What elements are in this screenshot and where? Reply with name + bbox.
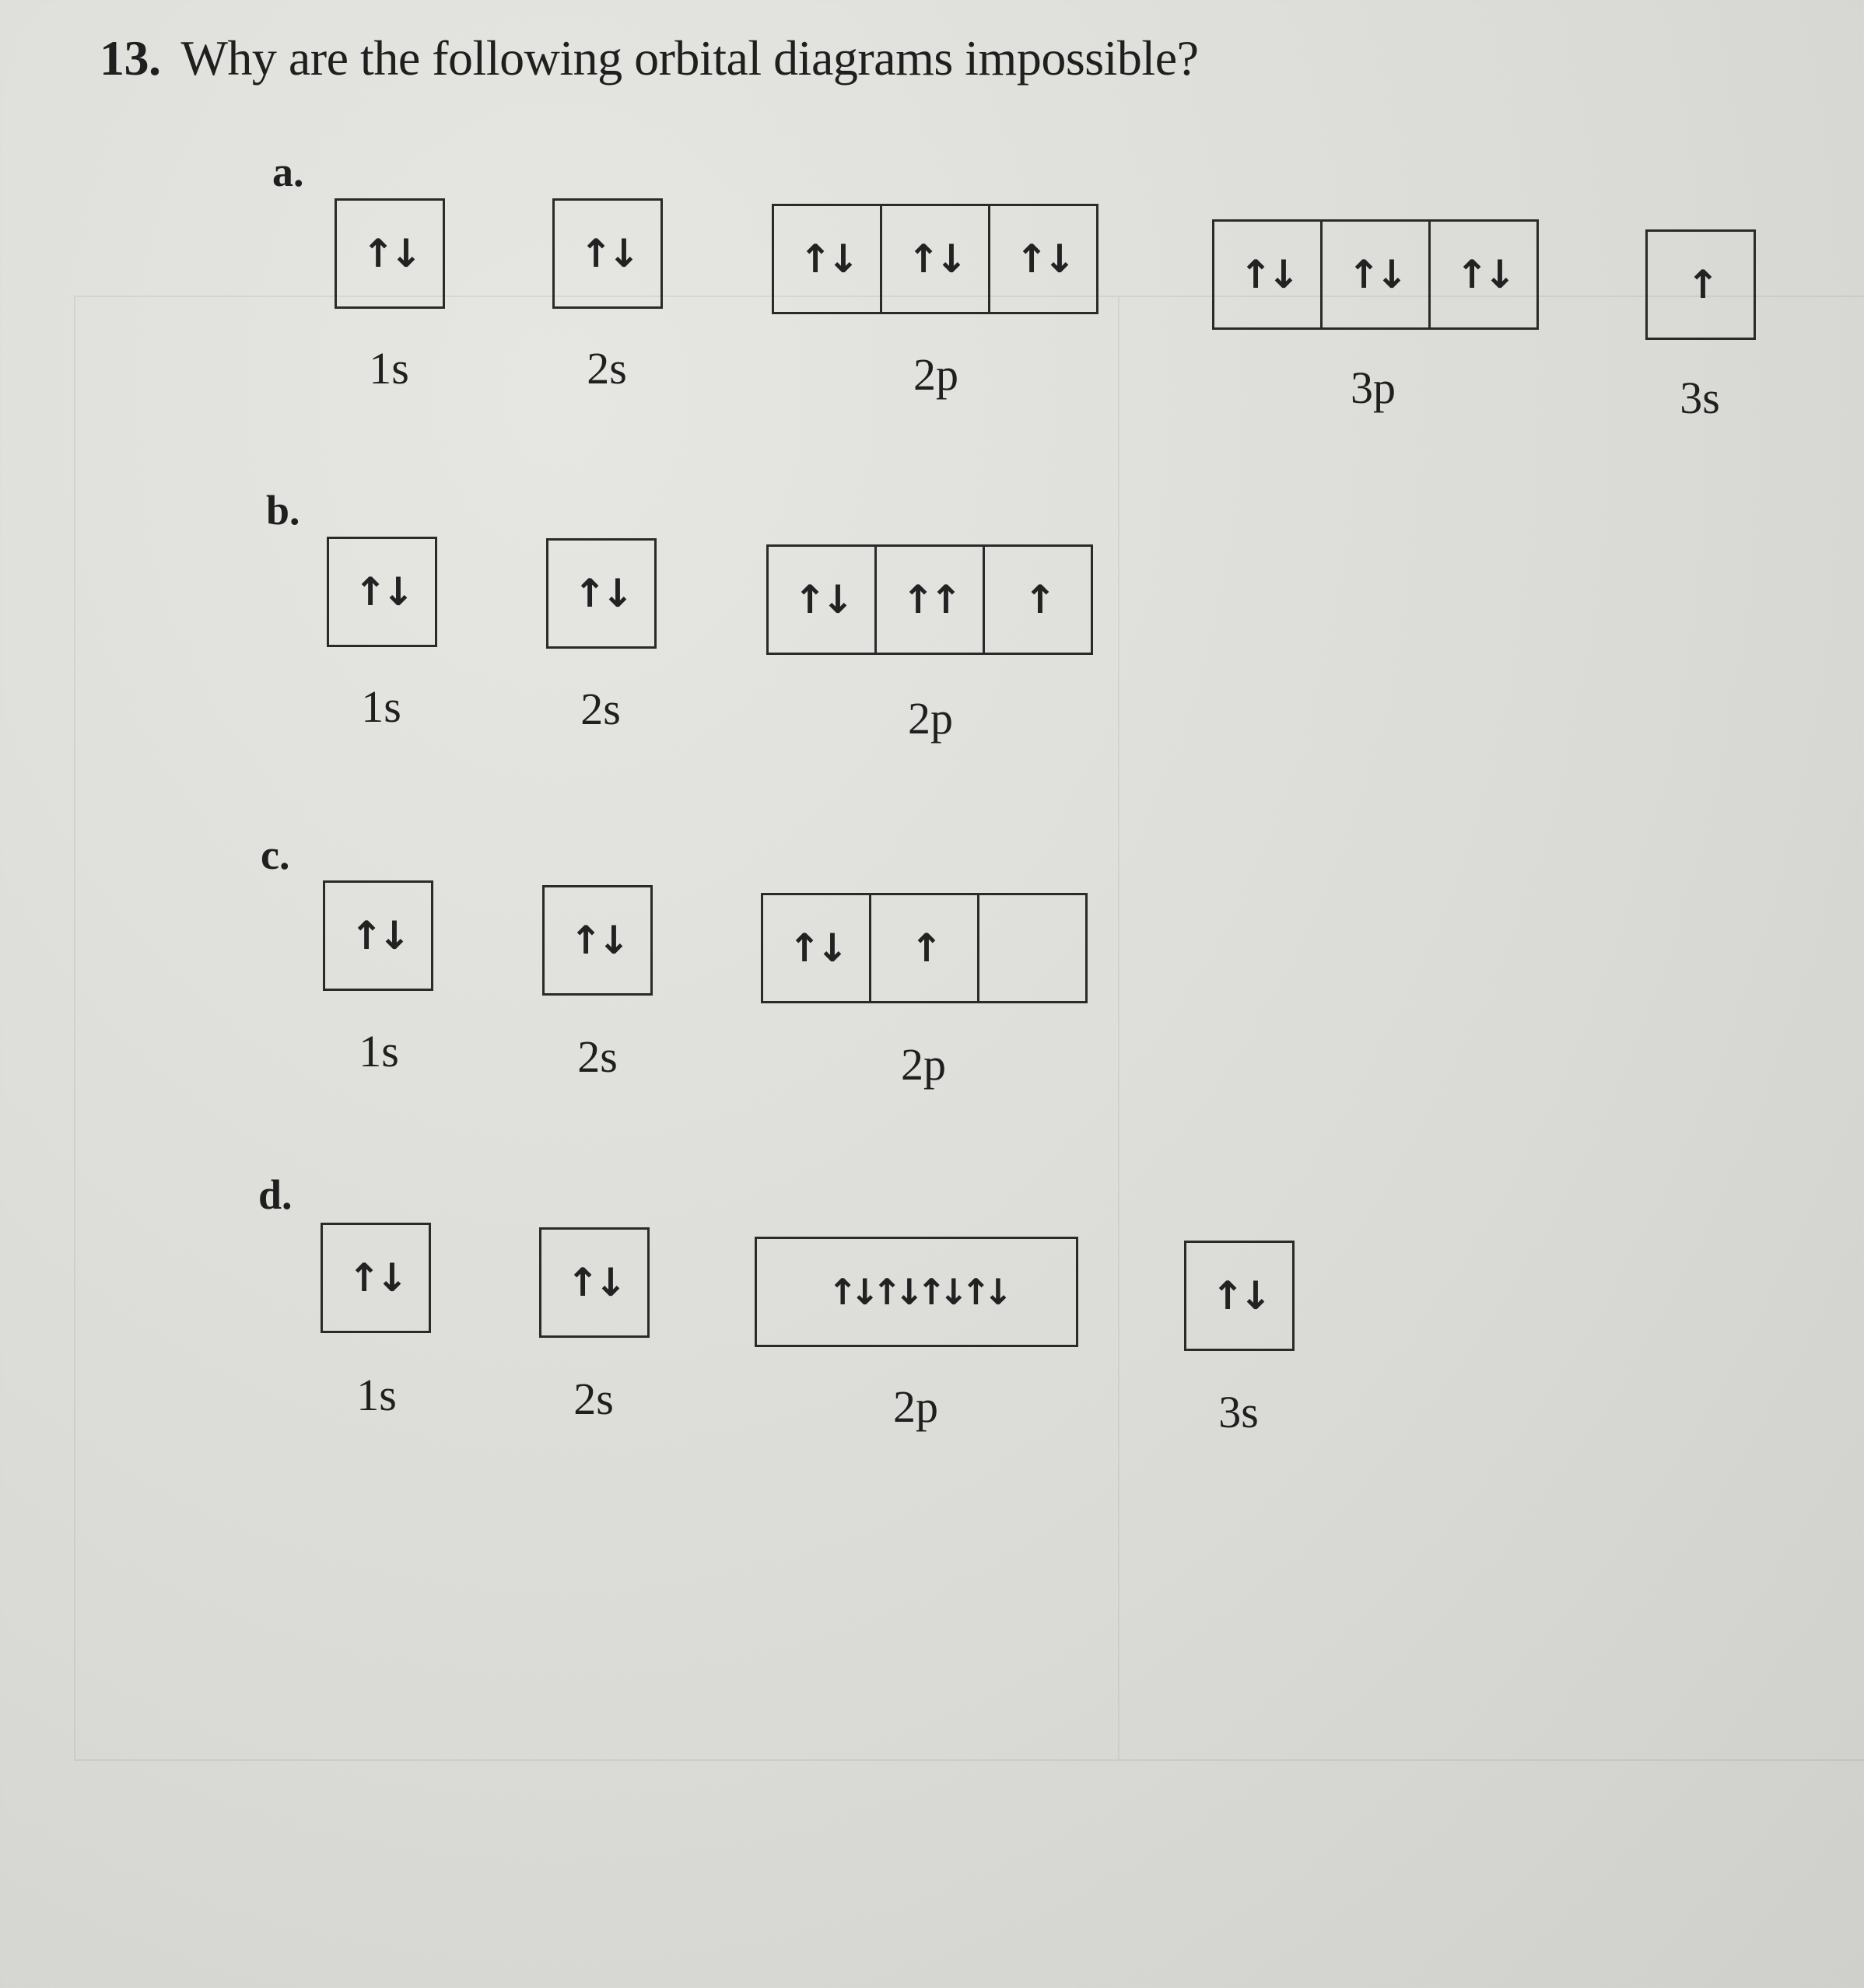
orbital-box: ↑ <box>983 547 1091 653</box>
part-d-2s-orbital <box>539 1227 650 1338</box>
question-text: Why are the following orbital diagrams impossible? <box>180 30 1199 86</box>
orbital-box <box>977 895 1085 1001</box>
part-c-1s-label: 1s <box>359 1026 399 1076</box>
part-b-2p-orbital <box>766 544 1093 655</box>
part-d-3s-orbital <box>1184 1241 1295 1351</box>
part-a-3p-label: 3p <box>1351 362 1396 413</box>
part-c-2p-orbital <box>761 893 1088 1003</box>
part-b-label: b. <box>266 487 300 534</box>
question-number: 13. <box>100 30 161 86</box>
part-c-1s-orbital <box>323 880 433 991</box>
orbital-box: ↑↓ <box>350 913 406 958</box>
orbital-box: ↑↓ <box>1428 222 1536 327</box>
orbital-box: ↑↓ <box>580 231 636 276</box>
orbital-box: ↑↓ <box>573 571 629 616</box>
part-d-2p-label: 2p <box>893 1381 938 1432</box>
grid-divider <box>1118 297 1119 1759</box>
part-a-2s-label: 2s <box>587 343 627 394</box>
part-a-2p-label: 2p <box>913 349 958 400</box>
part-b-1s-orbital <box>327 537 437 647</box>
part-a-3p-orbital <box>1212 219 1539 330</box>
part-a-2p-orbital <box>772 204 1098 314</box>
part-c-label: c. <box>261 831 290 878</box>
part-d-2s-label: 2s <box>573 1374 614 1424</box>
page-background-grid <box>74 296 1864 1761</box>
part-a-2s-orbital <box>552 198 663 309</box>
orbital-box: ↑↓ <box>1239 252 1295 297</box>
orbital-box: ↑↓ <box>788 926 844 971</box>
part-c-2s-label: 2s <box>577 1031 618 1082</box>
orbital-box: ↑↓ <box>799 236 855 282</box>
part-a-3s-label: 3s <box>1680 373 1720 423</box>
orbital-box: ↑ <box>869 895 977 1001</box>
part-a-3s-orbital <box>1645 229 1756 340</box>
part-d-1s-label: 1s <box>356 1370 397 1420</box>
orbital-box: ↑↓ <box>1211 1273 1267 1318</box>
part-d-label: d. <box>258 1171 293 1218</box>
orbital-box: ↑↓ <box>794 577 850 622</box>
part-a-1s-orbital <box>335 198 445 309</box>
orbital-box: ↑ <box>1687 262 1715 307</box>
orbital-box: ↑↓ <box>880 206 988 312</box>
part-b-2p-label: 2p <box>908 693 953 744</box>
part-b-2s-orbital <box>546 538 657 649</box>
part-d-1s-orbital <box>321 1223 431 1333</box>
orbital-box: ↑↓ <box>1320 222 1428 327</box>
part-a-label: a. <box>272 149 304 195</box>
orbital-box: ↑↓ <box>348 1255 404 1300</box>
part-a-1s-label: 1s <box>369 343 409 394</box>
orbital-box: ↑↓ <box>362 231 418 276</box>
part-b-1s-label: 1s <box>361 681 401 732</box>
part-b-2s-label: 2s <box>580 684 621 734</box>
part-d-2p-orbital <box>755 1237 1078 1347</box>
question-heading <box>100 30 1199 87</box>
orbital-box: ↑↑ <box>874 547 983 653</box>
orbital-box: ↑↓ <box>354 569 410 614</box>
part-c-2s-orbital <box>542 885 653 996</box>
orbital-box: ↑↓ <box>566 1260 622 1305</box>
orbital-box: ↑↓ <box>988 206 1096 312</box>
orbital-box: ↑↓↑↓↑↓↑↓ <box>827 1271 1006 1313</box>
part-c-2p-label: 2p <box>901 1039 946 1090</box>
part-d-3s-label: 3s <box>1218 1387 1259 1437</box>
orbital-box: ↑↓ <box>569 918 625 963</box>
